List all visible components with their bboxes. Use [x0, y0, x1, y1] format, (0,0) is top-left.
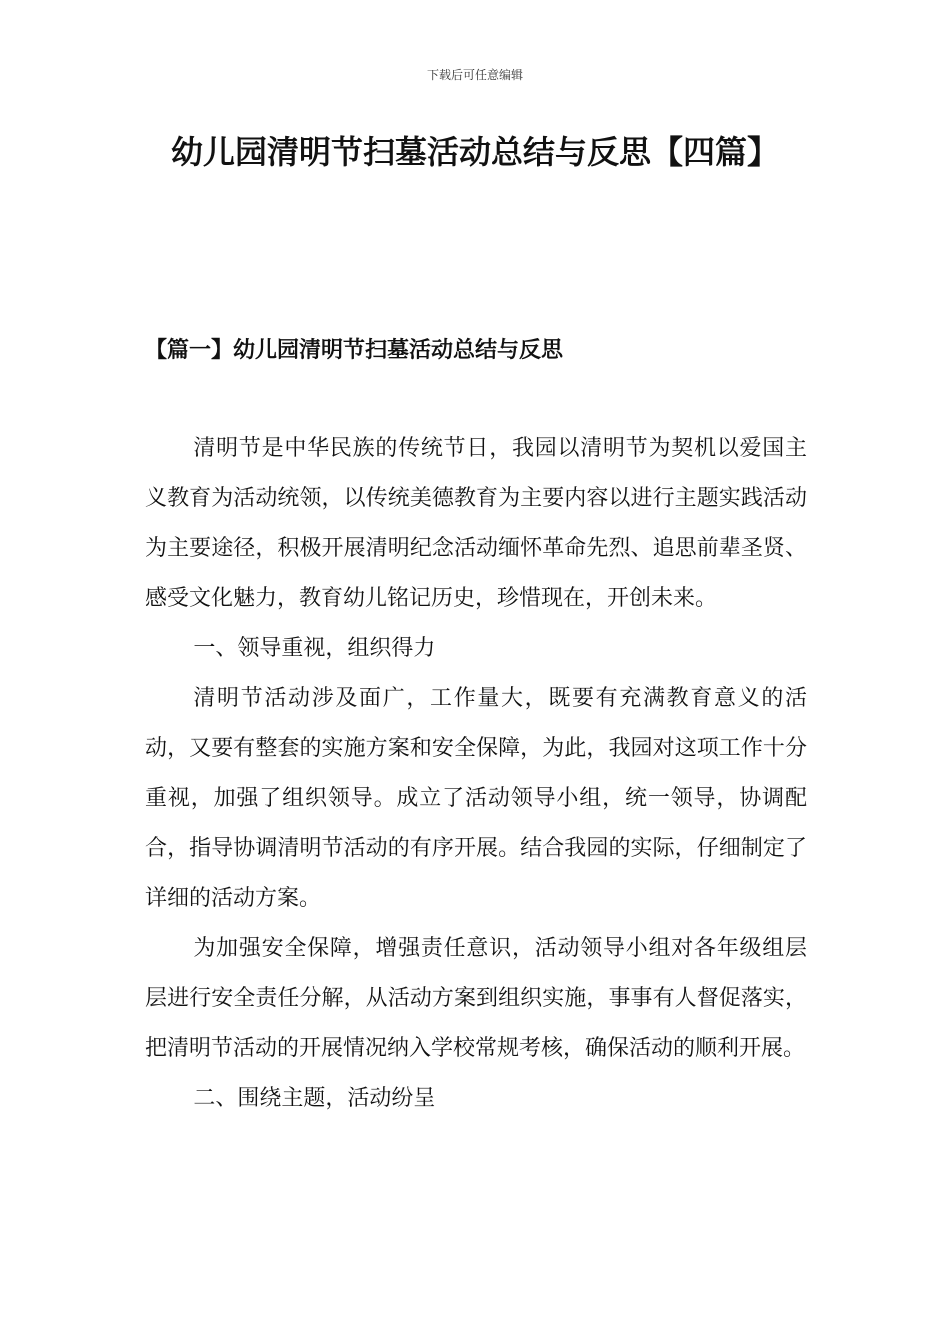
download-note: 下载后可任意编辑 [426, 68, 523, 82]
document-title: 幼儿园清明节扫墓活动总结与反思【四篇】 [170, 133, 779, 171]
section-heading: 【篇一】幼儿园清明节扫墓活动总结与反思 [145, 337, 564, 363]
subheading-leadership: 一、领导重视，组织得力 [193, 636, 436, 661]
subheading-activities: 二、围绕主题，活动纷呈 [193, 1086, 436, 1111]
document-body [145, 424, 807, 1124]
paragraph-intro: 清明节是中华民族的传统节日，我园以清明节为契机以爱国主义教育为活动统领，以传统美德教育为主要内容以进行主题实践活动为主要途径，积极开展清明纪念活动缅怀革命先烈、追思前辈圣贤、感受文化魅力，教育幼儿铭记历史，珍惜现在，开创未来。 [145, 436, 807, 611]
paragraph-leadership: 清明节活动涉及面广，工作量大，既要有充满教育意义的活动，又要有整套的实施方案和安全保障，为此，我园对这项工作十分重视，加强了组织领导。成立了活动领导小组，统一领导，协调配合，指导协调清明节活动的有序开展。结合我园的实际，仔细制定了详细的活动方案。 [145, 686, 807, 911]
paragraph-safety: 为加强安全保障，增强责任意识，活动领导小组对各年级组层层进行安全责任分解，从活动方案到组织实施，事事有人督促落实，把清明节活动的开展情况纳入学校常规考核，确保活动的顺利开展。 [145, 936, 807, 1061]
